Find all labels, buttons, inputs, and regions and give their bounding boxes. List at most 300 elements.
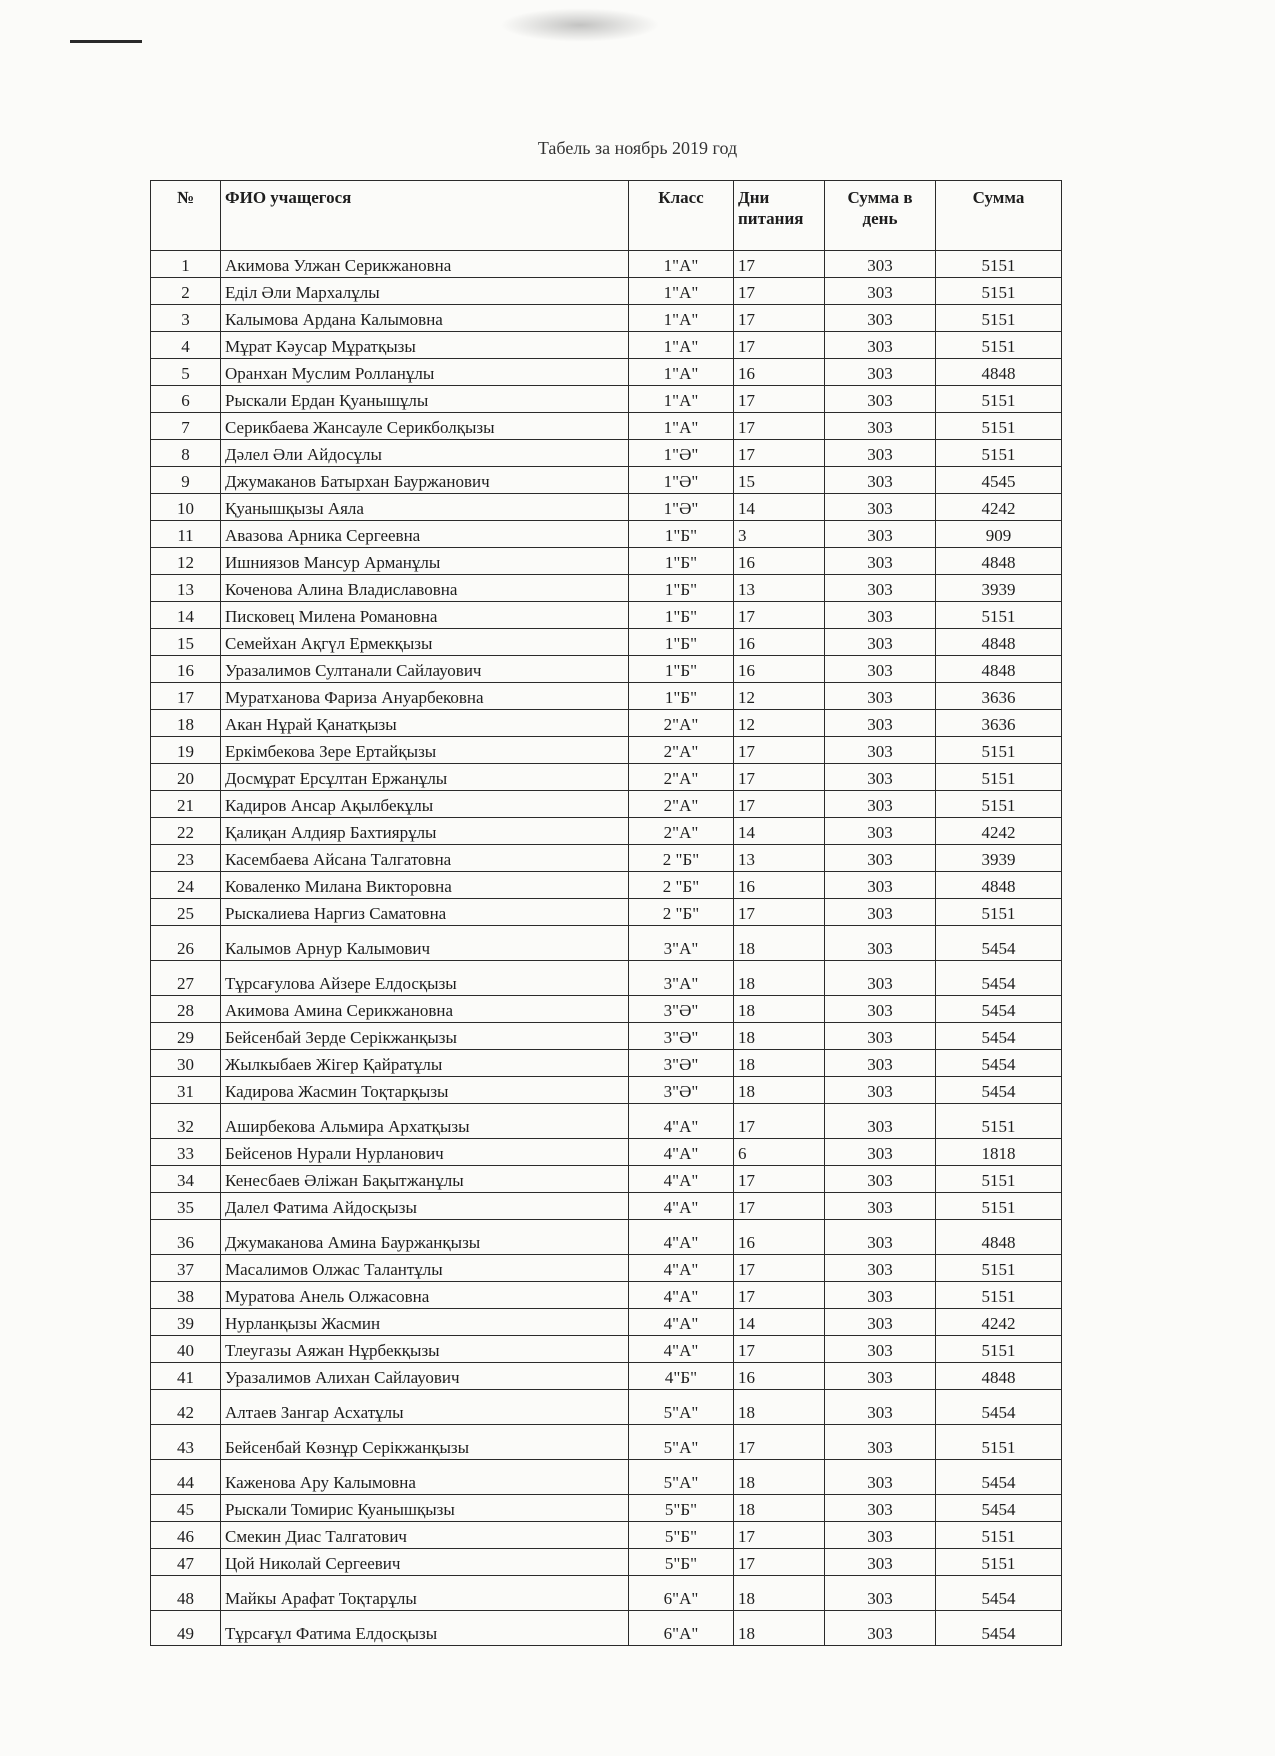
total-sum-cell: 4545 (936, 467, 1062, 494)
meal-days-cell: 18 (734, 1576, 825, 1611)
table-row (151, 332, 1062, 359)
class-cell: 4"А" (629, 1309, 734, 1336)
student-name: Каженова Ару Калымовна (221, 1460, 629, 1495)
document-title: Табель за ноябрь 2019 год (537, 138, 738, 158)
row-number: 10 (151, 494, 221, 521)
meal-days-cell: 15 (734, 467, 825, 494)
student-name: Семейхан Ақгүл Ермекқызы (221, 629, 629, 656)
table-row (151, 521, 1062, 548)
row-number: 44 (151, 1460, 221, 1495)
student-name: Муратова Анель Олжасовна (221, 1282, 629, 1309)
total-sum-cell: 4848 (936, 629, 1062, 656)
student-name: Қуанышқызы Аяла (221, 494, 629, 521)
meal-days-cell: 13 (734, 845, 825, 872)
row-number: 2 (151, 278, 221, 305)
student-name: Еділ Әли Мархалұлы (221, 278, 629, 305)
total-sum-cell: 5151 (936, 791, 1062, 818)
row-number: 38 (151, 1282, 221, 1309)
student-name: Муратханова Фариза Ануарбековна (221, 683, 629, 710)
total-sum-cell: 4242 (936, 1309, 1062, 1336)
row-number: 5 (151, 359, 221, 386)
meal-days-cell: 16 (734, 1220, 825, 1255)
daily-rate-cell: 303 (825, 602, 936, 629)
row-number: 46 (151, 1522, 221, 1549)
row-number: 37 (151, 1255, 221, 1282)
meal-days-cell: 14 (734, 1309, 825, 1336)
table-row (151, 1050, 1062, 1077)
class-cell: 5"Б" (629, 1549, 734, 1576)
class-cell: 4"А" (629, 1220, 734, 1255)
student-name: Бейсенов Нурали Нурланович (221, 1139, 629, 1166)
header-sum: Сумма (936, 181, 1062, 251)
meal-days-cell: 17 (734, 1336, 825, 1363)
student-name: Рыскали Ердан Қуанышұлы (221, 386, 629, 413)
daily-rate-cell: 303 (825, 1282, 936, 1309)
student-name: Калымова Ардана Калымовна (221, 305, 629, 332)
class-cell: 4"А" (629, 1193, 734, 1220)
meal-days-cell: 17 (734, 1522, 825, 1549)
total-sum-cell: 5454 (936, 1023, 1062, 1050)
row-number: 20 (151, 764, 221, 791)
total-sum-cell: 5151 (936, 899, 1062, 926)
table-row (151, 996, 1062, 1023)
student-name: Серикбаева Жансауле Серикболқызы (221, 413, 629, 440)
table-row (151, 359, 1062, 386)
table-row (151, 872, 1062, 899)
total-sum-cell: 3939 (936, 575, 1062, 602)
meal-days-cell: 16 (734, 629, 825, 656)
student-name: Коченова Алина Владиславовна (221, 575, 629, 602)
table-row (151, 1077, 1062, 1104)
student-name: Ишниязов Мансур Арманұлы (221, 548, 629, 575)
class-cell: 1"Ә" (629, 440, 734, 467)
daily-rate-cell: 303 (825, 710, 936, 737)
meal-days-cell: 6 (734, 1139, 825, 1166)
row-number: 48 (151, 1576, 221, 1611)
student-name: Жылкыбаев Жігер Қайратұлы (221, 1050, 629, 1077)
total-sum-cell: 5454 (936, 926, 1062, 961)
class-cell: 3"Ә" (629, 1050, 734, 1077)
daily-rate-cell: 303 (825, 1139, 936, 1166)
student-name: Далел Фатима Айдосқызы (221, 1193, 629, 1220)
class-cell: 1"А" (629, 413, 734, 440)
student-name: Писковец Милена Романовна (221, 602, 629, 629)
table-row (151, 1460, 1062, 1495)
row-number: 35 (151, 1193, 221, 1220)
header-days: Дни питания (734, 181, 825, 251)
row-number: 40 (151, 1336, 221, 1363)
daily-rate-cell: 303 (825, 548, 936, 575)
total-sum-cell: 5151 (936, 1336, 1062, 1363)
student-name: Дәлел Әли Айдосұлы (221, 440, 629, 467)
meal-days-cell: 12 (734, 710, 825, 737)
total-sum-cell: 4848 (936, 656, 1062, 683)
student-name: Майкы Арафат Тоқтарұлы (221, 1576, 629, 1611)
table-row (151, 710, 1062, 737)
class-cell: 5"Б" (629, 1495, 734, 1522)
table-row (151, 1495, 1062, 1522)
total-sum-cell: 5151 (936, 737, 1062, 764)
table-header-row (151, 181, 1062, 251)
row-number: 34 (151, 1166, 221, 1193)
class-cell: 2"А" (629, 764, 734, 791)
total-sum-cell: 3636 (936, 683, 1062, 710)
student-name: Цой Николай Сергеевич (221, 1549, 629, 1576)
row-number: 13 (151, 575, 221, 602)
daily-rate-cell: 303 (825, 305, 936, 332)
daily-rate-cell: 303 (825, 1309, 936, 1336)
class-cell: 4"А" (629, 1282, 734, 1309)
row-number: 9 (151, 467, 221, 494)
student-name: Акимова Улжан Серикжановна (221, 251, 629, 278)
total-sum-cell: 5151 (936, 332, 1062, 359)
meal-days-cell: 17 (734, 332, 825, 359)
row-number: 6 (151, 386, 221, 413)
student-name: Акан Нұрай Қанатқызы (221, 710, 629, 737)
student-name: Нурланқызы Жасмин (221, 1309, 629, 1336)
total-sum-cell: 5151 (936, 1166, 1062, 1193)
class-cell: 1"Ә" (629, 494, 734, 521)
total-sum-cell: 5151 (936, 1193, 1062, 1220)
class-cell: 1"Б" (629, 656, 734, 683)
student-name: Еркімбекова Зере Ертайқызы (221, 737, 629, 764)
class-cell: 6"А" (629, 1611, 734, 1646)
table-row (151, 1576, 1062, 1611)
table-row (151, 818, 1062, 845)
student-name: Бейсенбай Зерде Серікжанқызы (221, 1023, 629, 1050)
student-name: Кадирова Жасмин Тоқтарқызы (221, 1077, 629, 1104)
meal-days-cell: 16 (734, 872, 825, 899)
student-name: Джумаканов Батырхан Бауржанович (221, 467, 629, 494)
student-name: Авазова Арника Сергеевна (221, 521, 629, 548)
daily-rate-cell: 303 (825, 1220, 936, 1255)
total-sum-cell: 3939 (936, 845, 1062, 872)
class-cell: 3"Ә" (629, 1023, 734, 1050)
table-row (151, 683, 1062, 710)
class-cell: 1"Б" (629, 629, 734, 656)
student-name: Рыскали Томирис Куанышқызы (221, 1495, 629, 1522)
daily-rate-cell: 303 (825, 440, 936, 467)
daily-rate-cell: 303 (825, 961, 936, 996)
table-row (151, 791, 1062, 818)
total-sum-cell: 5454 (936, 1576, 1062, 1611)
daily-rate-cell: 303 (825, 996, 936, 1023)
total-sum-cell: 5151 (936, 386, 1062, 413)
total-sum-cell: 3636 (936, 710, 1062, 737)
daily-rate-cell: 303 (825, 629, 936, 656)
student-name: Касембаева Айсана Талгатовна (221, 845, 629, 872)
student-name: Уразалимов Султанали Сайлауович (221, 656, 629, 683)
row-number: 28 (151, 996, 221, 1023)
meal-days-cell: 17 (734, 305, 825, 332)
meal-days-cell: 16 (734, 548, 825, 575)
daily-rate-cell: 303 (825, 656, 936, 683)
student-name: Масалимов Олжас Талантұлы (221, 1255, 629, 1282)
row-number: 14 (151, 602, 221, 629)
scan-dash-mark (70, 40, 142, 43)
class-cell: 2"А" (629, 737, 734, 764)
meal-days-cell: 17 (734, 1104, 825, 1139)
row-number: 49 (151, 1611, 221, 1646)
daily-rate-cell: 303 (825, 467, 936, 494)
student-name: Тлеугазы Аяжан Нұрбекқызы (221, 1336, 629, 1363)
table-row (151, 278, 1062, 305)
row-number: 1 (151, 251, 221, 278)
meal-days-cell: 3 (734, 521, 825, 548)
meal-days-cell: 16 (734, 359, 825, 386)
daily-rate-cell: 303 (825, 1390, 936, 1425)
daily-rate-cell: 303 (825, 683, 936, 710)
table-row (151, 1023, 1062, 1050)
total-sum-cell: 4242 (936, 494, 1062, 521)
daily-rate-cell: 303 (825, 332, 936, 359)
meal-days-cell: 17 (734, 251, 825, 278)
class-cell: 2"А" (629, 791, 734, 818)
class-cell: 3"Ә" (629, 996, 734, 1023)
class-cell: 4"А" (629, 1336, 734, 1363)
meal-days-cell: 14 (734, 818, 825, 845)
row-number: 33 (151, 1139, 221, 1166)
class-cell: 4"А" (629, 1139, 734, 1166)
class-cell: 4"А" (629, 1255, 734, 1282)
table-row (151, 1425, 1062, 1460)
total-sum-cell: 4848 (936, 359, 1062, 386)
total-sum-cell: 5454 (936, 1611, 1062, 1646)
total-sum-cell: 5454 (936, 1460, 1062, 1495)
row-number: 23 (151, 845, 221, 872)
meal-days-cell: 17 (734, 602, 825, 629)
meal-days-cell: 17 (734, 440, 825, 467)
class-cell: 2 "Б" (629, 899, 734, 926)
student-name: Джумаканова Амина Бауржанқызы (221, 1220, 629, 1255)
daily-rate-cell: 303 (825, 818, 936, 845)
meal-days-cell: 17 (734, 1425, 825, 1460)
row-number: 47 (151, 1549, 221, 1576)
total-sum-cell: 5151 (936, 1104, 1062, 1139)
row-number: 30 (151, 1050, 221, 1077)
class-cell: 6"А" (629, 1576, 734, 1611)
scan-smudge-mark (500, 8, 660, 42)
total-sum-cell: 5151 (936, 1425, 1062, 1460)
class-cell: 4"А" (629, 1166, 734, 1193)
class-cell: 1"А" (629, 305, 734, 332)
row-number: 39 (151, 1309, 221, 1336)
total-sum-cell: 5151 (936, 278, 1062, 305)
table-row (151, 548, 1062, 575)
daily-rate-cell: 303 (825, 1255, 936, 1282)
row-number: 43 (151, 1425, 221, 1460)
class-cell: 2"А" (629, 818, 734, 845)
row-number: 29 (151, 1023, 221, 1050)
total-sum-cell: 5454 (936, 1050, 1062, 1077)
table-row (151, 602, 1062, 629)
total-sum-cell: 5151 (936, 440, 1062, 467)
table-row (151, 899, 1062, 926)
row-number: 17 (151, 683, 221, 710)
student-name: Рыскалиева Наргиз Саматовна (221, 899, 629, 926)
table-row (151, 1220, 1062, 1255)
meal-days-cell: 18 (734, 1611, 825, 1646)
table-row (151, 1282, 1062, 1309)
row-number: 3 (151, 305, 221, 332)
daily-rate-cell: 303 (825, 1166, 936, 1193)
daily-rate-cell: 303 (825, 845, 936, 872)
meal-days-cell: 17 (734, 737, 825, 764)
meal-days-cell: 18 (734, 996, 825, 1023)
row-number: 19 (151, 737, 221, 764)
table-row (151, 926, 1062, 961)
daily-rate-cell: 303 (825, 1611, 936, 1646)
row-number: 45 (151, 1495, 221, 1522)
meal-days-cell: 18 (734, 1495, 825, 1522)
class-cell: 2"А" (629, 710, 734, 737)
total-sum-cell: 5151 (936, 1549, 1062, 1576)
class-cell: 1"Б" (629, 548, 734, 575)
meal-days-cell: 17 (734, 1549, 825, 1576)
row-number: 7 (151, 413, 221, 440)
row-number: 18 (151, 710, 221, 737)
class-cell: 2 "Б" (629, 872, 734, 899)
class-cell: 1"А" (629, 278, 734, 305)
daily-rate-cell: 303 (825, 1077, 936, 1104)
total-sum-cell: 5454 (936, 1390, 1062, 1425)
class-cell: 2 "Б" (629, 845, 734, 872)
table-row (151, 1166, 1062, 1193)
table-row (151, 494, 1062, 521)
row-number: 27 (151, 961, 221, 996)
class-cell: 1"Б" (629, 521, 734, 548)
student-name: Тұрсағулова Айзере Елдосқызы (221, 961, 629, 996)
meal-days-cell: 17 (734, 1255, 825, 1282)
student-name: Кадиров Ансар Ақылбекұлы (221, 791, 629, 818)
total-sum-cell: 5151 (936, 764, 1062, 791)
meal-days-cell: 17 (734, 1282, 825, 1309)
daily-rate-cell: 303 (825, 251, 936, 278)
table-row (151, 656, 1062, 683)
daily-rate-cell: 303 (825, 926, 936, 961)
meal-days-cell: 17 (734, 764, 825, 791)
class-cell: 5"Б" (629, 1522, 734, 1549)
class-cell: 3"А" (629, 926, 734, 961)
class-cell: 4"Б" (629, 1363, 734, 1390)
row-number: 24 (151, 872, 221, 899)
student-name: Аширбекова Альмира Архатқызы (221, 1104, 629, 1139)
table-row (151, 467, 1062, 494)
class-cell: 5"А" (629, 1425, 734, 1460)
daily-rate-cell: 303 (825, 1495, 936, 1522)
daily-rate-cell: 303 (825, 872, 936, 899)
daily-rate-cell: 303 (825, 359, 936, 386)
class-cell: 1"Ә" (629, 467, 734, 494)
total-sum-cell: 1818 (936, 1139, 1062, 1166)
row-number: 16 (151, 656, 221, 683)
daily-rate-cell: 303 (825, 494, 936, 521)
daily-rate-cell: 303 (825, 737, 936, 764)
student-name: Алтаев Зангар Асхатұлы (221, 1390, 629, 1425)
table-row (151, 1255, 1062, 1282)
total-sum-cell: 4848 (936, 1220, 1062, 1255)
daily-rate-cell: 303 (825, 1336, 936, 1363)
header-rate: Сумма в день (825, 181, 936, 251)
daily-rate-cell: 303 (825, 386, 936, 413)
meal-days-cell: 16 (734, 656, 825, 683)
class-cell: 1"Б" (629, 683, 734, 710)
meal-days-cell: 16 (734, 1363, 825, 1390)
daily-rate-cell: 303 (825, 521, 936, 548)
table-row (151, 575, 1062, 602)
table-row (151, 1309, 1062, 1336)
meal-days-cell: 18 (734, 1460, 825, 1495)
student-name: Уразалимов Алихан Сайлауович (221, 1363, 629, 1390)
table-row (151, 386, 1062, 413)
class-cell: 5"А" (629, 1460, 734, 1495)
table-row (151, 305, 1062, 332)
meal-days-cell: 17 (734, 899, 825, 926)
row-number: 41 (151, 1363, 221, 1390)
table-row (151, 413, 1062, 440)
table-row (151, 1363, 1062, 1390)
total-sum-cell: 5151 (936, 602, 1062, 629)
header-num: № (151, 181, 221, 251)
daily-rate-cell: 303 (825, 1576, 936, 1611)
table-row (151, 961, 1062, 996)
meal-days-cell: 18 (734, 926, 825, 961)
student-name: Акимова Амина Серикжановна (221, 996, 629, 1023)
meal-days-cell: 14 (734, 494, 825, 521)
total-sum-cell: 5151 (936, 413, 1062, 440)
row-number: 36 (151, 1220, 221, 1255)
total-sum-cell: 5151 (936, 305, 1062, 332)
student-name: Оранхан Муслим Ролланұлы (221, 359, 629, 386)
total-sum-cell: 4848 (936, 548, 1062, 575)
table-row (151, 764, 1062, 791)
row-number: 4 (151, 332, 221, 359)
total-sum-cell: 4242 (936, 818, 1062, 845)
class-cell: 3"Ә" (629, 1077, 734, 1104)
student-name: Досмұрат Ерсұлтан Ержанұлы (221, 764, 629, 791)
table-row (151, 440, 1062, 467)
meal-days-cell: 18 (734, 961, 825, 996)
daily-rate-cell: 303 (825, 1363, 936, 1390)
daily-rate-cell: 303 (825, 413, 936, 440)
student-name: Смекин Диас Талгатович (221, 1522, 629, 1549)
row-number: 12 (151, 548, 221, 575)
meal-days-cell: 17 (734, 791, 825, 818)
class-cell: 1"А" (629, 359, 734, 386)
student-name: Тұрсағұл Фатима Елдосқызы (221, 1611, 629, 1646)
student-name: Бейсенбай Көзнұр Серікжанқызы (221, 1425, 629, 1460)
table-row (151, 845, 1062, 872)
daily-rate-cell: 303 (825, 278, 936, 305)
total-sum-cell: 5454 (936, 1495, 1062, 1522)
class-cell: 1"Б" (629, 575, 734, 602)
daily-rate-cell: 303 (825, 791, 936, 818)
meal-days-cell: 17 (734, 1193, 825, 1220)
class-cell: 5"А" (629, 1390, 734, 1425)
total-sum-cell: 909 (936, 521, 1062, 548)
class-cell: 4"А" (629, 1104, 734, 1139)
class-cell: 1"А" (629, 332, 734, 359)
total-sum-cell: 5151 (936, 1255, 1062, 1282)
meal-days-cell: 17 (734, 386, 825, 413)
table-row (151, 1193, 1062, 1220)
class-cell: 1"А" (629, 386, 734, 413)
daily-rate-cell: 303 (825, 1425, 936, 1460)
meal-days-cell: 17 (734, 1166, 825, 1193)
row-number: 15 (151, 629, 221, 656)
total-sum-cell: 5454 (936, 996, 1062, 1023)
total-sum-cell: 5151 (936, 251, 1062, 278)
